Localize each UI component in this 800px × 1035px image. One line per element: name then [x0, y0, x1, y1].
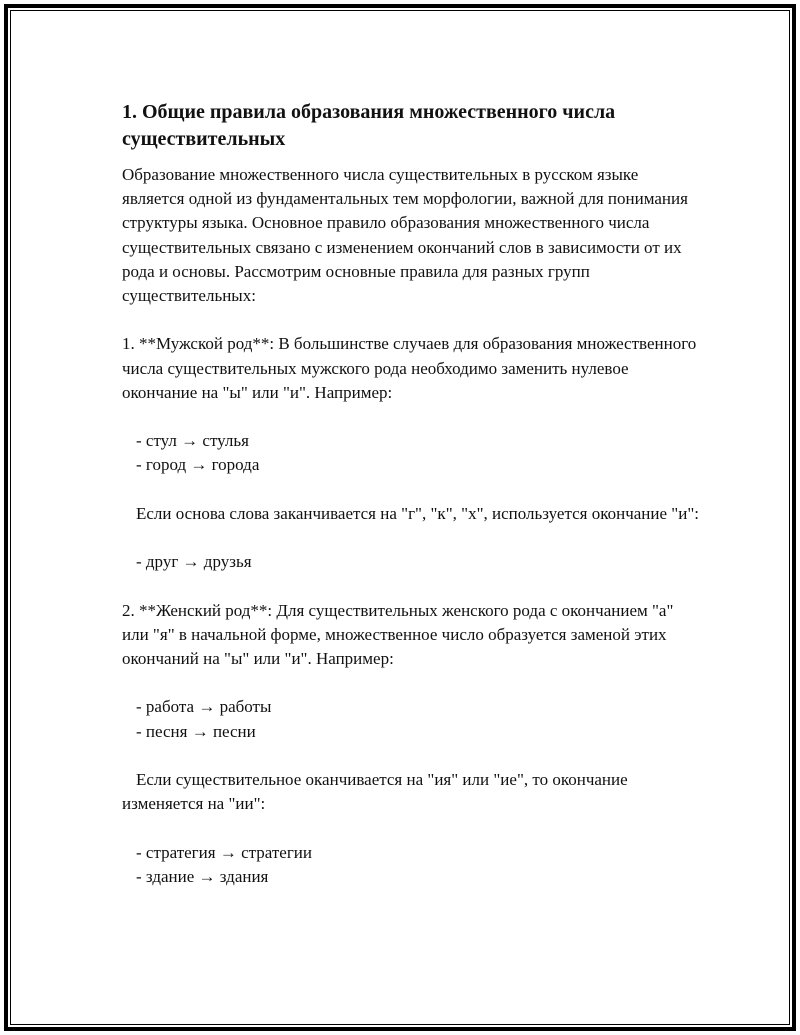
spacer	[122, 526, 702, 550]
section-heading: 1. Общие правила образования множественного числа существительных	[122, 101, 616, 150]
example-item: - стратегия → стратегии	[136, 842, 312, 862]
exception-text: Если существительное оканчивается на "ия" или "ие", то окончание изменяется на "ии":	[122, 769, 628, 814]
masculine-rule: 1. **Мужской род**: В большинстве случаев для образования множественного числа существительных мужского рода необходимо заменить нулевое окончание на "ы" или "и". Например:	[122, 334, 697, 402]
example-item: - песня → песни	[136, 721, 256, 741]
example-item: - здание → здания	[136, 866, 269, 886]
intro-paragraph: Образование множественного числа существительных в русском языке является одной из фундаментальных тем морфологии, важной для понимания структуры языка. Основное правило образования множественного числа существительных связано с изменением окончаний слов в зависимости от их рода и основы. Рассмотрим основные правила для разных групп существительных:	[122, 165, 688, 306]
spacer	[122, 816, 702, 840]
exception-text: Если основа слова заканчивается на "г", "к", "х", используется окончание "и":	[136, 503, 699, 523]
spacer	[122, 478, 702, 502]
document-body	[122, 99, 702, 889]
example-item: - работа → работы	[136, 697, 272, 717]
masculine-exception	[122, 502, 702, 526]
example-item: - город → города	[136, 455, 260, 475]
feminine-exception	[122, 768, 702, 816]
example-item: - друг → друзья	[136, 552, 252, 572]
spacer	[122, 405, 702, 429]
spacer	[122, 574, 702, 598]
spacer	[122, 744, 702, 768]
feminine-rule: 2. **Женский род**: Для существительных женского рода с окончанием "а" или "я" в начальной форме, множественное число образуется заменой этих окончаний на "ы" или "и". Например:	[122, 600, 674, 668]
example-item: - стул → стулья	[136, 431, 249, 451]
spacer	[122, 671, 702, 695]
spacer	[122, 308, 702, 332]
page-frame	[4, 4, 796, 1031]
